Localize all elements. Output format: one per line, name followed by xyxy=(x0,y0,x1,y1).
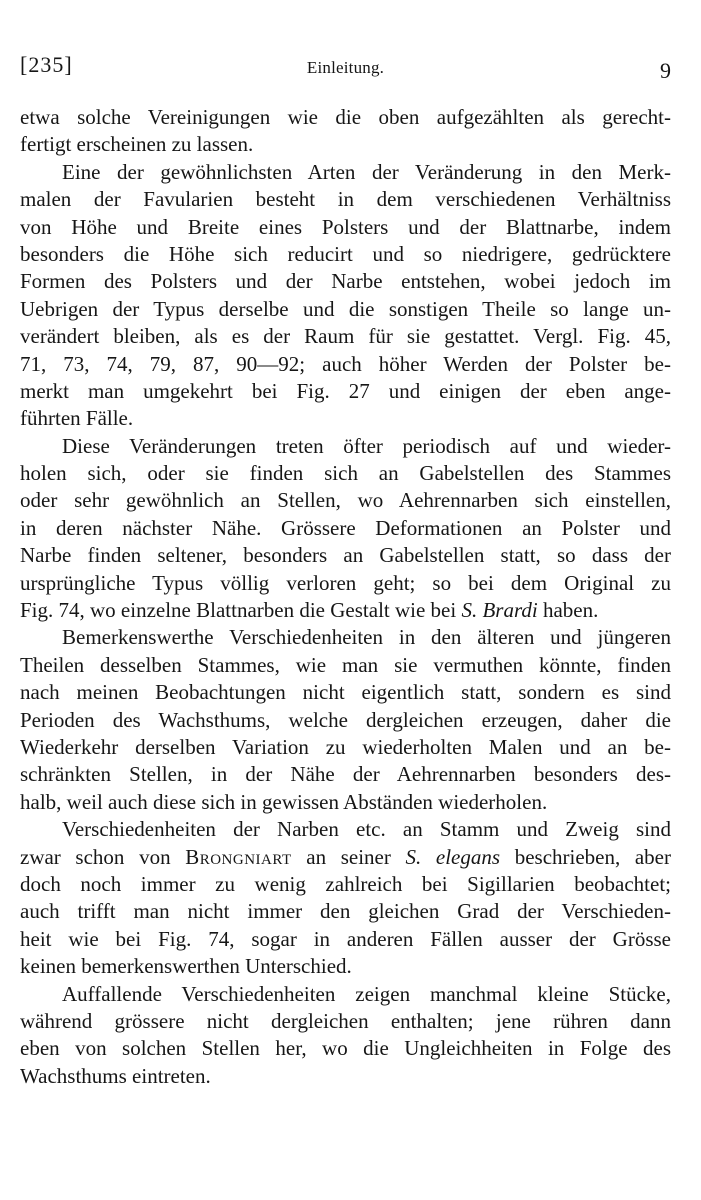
text-line: Wachsthums eintreten. xyxy=(20,1063,211,1088)
species-name-italic: S. Brardi xyxy=(461,598,538,623)
text-line: eben von solchen Stellen her, wo die Ungleichheiten in Folge des xyxy=(20,1036,671,1061)
body-text xyxy=(20,104,671,1090)
text-line: Narbe finden seltener, besonders an Gabelstellen statt, so dass der xyxy=(20,543,671,568)
text-line: schränkten Stellen, in der Nähe der Aehrennarben besonders des- xyxy=(20,762,671,787)
running-title: Einleitung. xyxy=(306,58,385,77)
book-page xyxy=(20,0,671,1200)
text-run: zwar schon von xyxy=(20,844,186,869)
text-line: holen sich, oder sie finden sich an Gabelstellen des Stammes xyxy=(20,461,671,486)
paragraph-1 xyxy=(20,104,671,159)
text-line: in deren nächster Nähe. Grössere Deformationen an Polster und xyxy=(20,515,671,540)
text-line: malen der Favularien besteht in dem verschiedenen Verhältniss xyxy=(20,187,671,212)
text-line: ursprüngliche Typus völlig verloren geht; so bei dem Original zu xyxy=(20,570,671,595)
paragraph-3 xyxy=(20,433,671,625)
text-line: merkt man umgekehrt bei Fig. 27 und einigen der eben ange- xyxy=(20,378,671,403)
page-header xyxy=(20,52,671,82)
paragraph-2 xyxy=(20,159,671,433)
text-line: Eine der gewöhnlichsten Arten der Veränderung in den Merk- xyxy=(62,159,671,184)
text-line: auch trifft man nicht immer den gleichen Grad der Verschieden- xyxy=(20,899,671,924)
paragraph-4 xyxy=(20,624,671,816)
text-line: Verschiedenheiten der Narben etc. an Stamm und Zweig sind xyxy=(62,817,671,842)
text-line: Bemerkenswerthe Verschiedenheiten in den älteren und jüngeren xyxy=(62,625,671,650)
text-line: etwa solche Vereinigungen wie die oben aufgezählten als gerecht- xyxy=(20,105,671,129)
text-line: Auffallende Verschiedenheiten zeigen manchmal kleine Stücke, xyxy=(62,981,671,1006)
text-line: 71, 73, 74, 79, 87, 90—92; auch höher Werden der Polster be- xyxy=(20,351,671,376)
text-line: halb, weil auch diese sich in gewissen Abständen wiederholen. xyxy=(20,789,548,814)
page-reference: [235] xyxy=(20,52,73,77)
text-line: besonders die Höhe sich reducirt und so niedrigere, gedrücktere xyxy=(20,241,671,266)
text-line: Theilen desselben Stammes, wie man sie vermuthen könnte, finden xyxy=(20,652,671,677)
paragraph-6 xyxy=(20,981,671,1091)
text-run: beschrieben, aber xyxy=(500,844,671,869)
text-line: oder sehr gewöhnlich an Stellen, wo Aehrennarben sich einstellen, xyxy=(20,488,671,513)
text-line: Diese Veränderungen treten öfter periodisch auf und wieder- xyxy=(62,433,671,458)
paragraph-5 xyxy=(20,816,671,980)
text-line: Wiederkehr derselben Variation zu wiederholten Malen und an be- xyxy=(20,734,671,759)
text-line: Perioden des Wachsthums, welche dergleichen erzeugen, daher die xyxy=(20,707,671,732)
text-line xyxy=(20,597,671,624)
author-name-smallcaps: Brongniart xyxy=(185,844,292,869)
text-line: Uebrigen der Typus derselbe und die sonstigen Theile so lange un- xyxy=(20,296,671,321)
text-run: an seiner xyxy=(291,844,406,869)
species-name-italic: S. elegans xyxy=(405,844,501,869)
text-line: Formen des Polsters und der Narbe entstehen, wobei jedoch im xyxy=(20,269,671,294)
text-line: nach meinen Beobachtungen nicht eigentlich statt, sondern es sind xyxy=(20,680,671,705)
text-line: verändert bleiben, als es der Raum für sie gestattet. Vergl. Fig. 45, xyxy=(20,324,671,349)
text-run: haben. xyxy=(537,598,599,623)
text-line: keinen bemerkenswerthen Unterschied. xyxy=(20,954,352,979)
text-run: Fig. 74, wo einzelne Blattnarben die Gestalt wie bei xyxy=(20,598,462,623)
text-line: fertigt erscheinen zu lassen. xyxy=(20,132,254,157)
text-line: führten Fälle. xyxy=(20,406,134,431)
text-line: während grössere nicht dergleichen enthalten; jene rühren dann xyxy=(20,1008,671,1033)
page-number: 9 xyxy=(660,58,671,83)
text-line: heit wie bei Fig. 74, sogar in anderen Fällen ausser der Grösse xyxy=(20,926,671,951)
text-line xyxy=(20,844,671,871)
text-line: doch noch immer zu wenig zahlreich bei Sigillarien beobachtet; xyxy=(20,871,671,896)
text-line: von Höhe und Breite eines Polsters und der Blattnarbe, indem xyxy=(20,214,671,239)
